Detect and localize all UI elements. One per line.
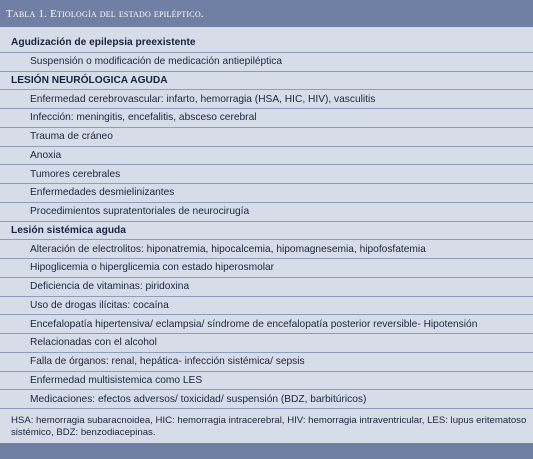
table-row: Alteración de electrolitos: hiponatremia, hipocalcemia, hipomagnesemia, hipofosfatemia — [0, 240, 533, 259]
table-row: Enfermedades desmielinizantes — [0, 184, 533, 203]
caption-title: Etiología del estado epiléptico. — [50, 7, 204, 20]
caption-label: Tabla 1. — [6, 7, 48, 20]
table-row: Trauma de cráneo — [0, 128, 533, 147]
table-row: Enfermedad cerebrovascular: infarto, hemorragia (HSA, HIC, HIV), vasculitis — [0, 90, 533, 109]
table-row: Infección: meningitis, encefalitis, absceso cerebral — [0, 109, 533, 128]
table-footnote: HSA: hemorragia subaracnoidea, HIC: hemorragia intracerebral, HIV: hemorragia intraventricular, LES: lupus eritematoso sistémico, BDZ: benzodiacepinas. — [11, 415, 527, 438]
section-heading: LESIÓN NEURÓLOGICA AGUDA — [0, 72, 533, 91]
table-row: Hipoglicemia o hiperglicemia con estado hiperosmolar — [0, 259, 533, 278]
table-row: Tumores cerebrales — [0, 165, 533, 184]
table-row: Falla de órganos: renal, hepática- infección sistémica/ sepsis — [0, 353, 533, 372]
table-rows — [0, 27, 533, 409]
table-row: Suspensión o modificación de medicación antiepiléptica — [0, 53, 533, 72]
table-row: Uso de drogas ilícitas: cocaína — [0, 297, 533, 316]
table-row: Deficiencia de vitaminas: piridoxina — [0, 278, 533, 297]
table-row: Enfermedad multisistemica como LES — [0, 372, 533, 391]
table-row: Procedimientos supratentoriales de neurocirugía — [0, 203, 533, 222]
table-row: Anoxia — [0, 147, 533, 166]
table-caption — [0, 0, 533, 27]
section-heading: Lesión sistémica aguda — [0, 222, 533, 241]
section-heading: Agudización de epilepsia preexistente — [0, 34, 533, 53]
table-bottom-bar — [0, 443, 533, 459]
table-row: Relacionadas con el alcohol — [0, 334, 533, 353]
table-row: Encefalopatía hipertensiva/ eclampsia/ síndrome de encefalopatía posterior reversible- Hipotensión — [0, 315, 533, 334]
table-row: Medicaciones: efectos adversos/ toxicidad/ suspensión (BDZ, barbitúricos) — [0, 390, 533, 409]
